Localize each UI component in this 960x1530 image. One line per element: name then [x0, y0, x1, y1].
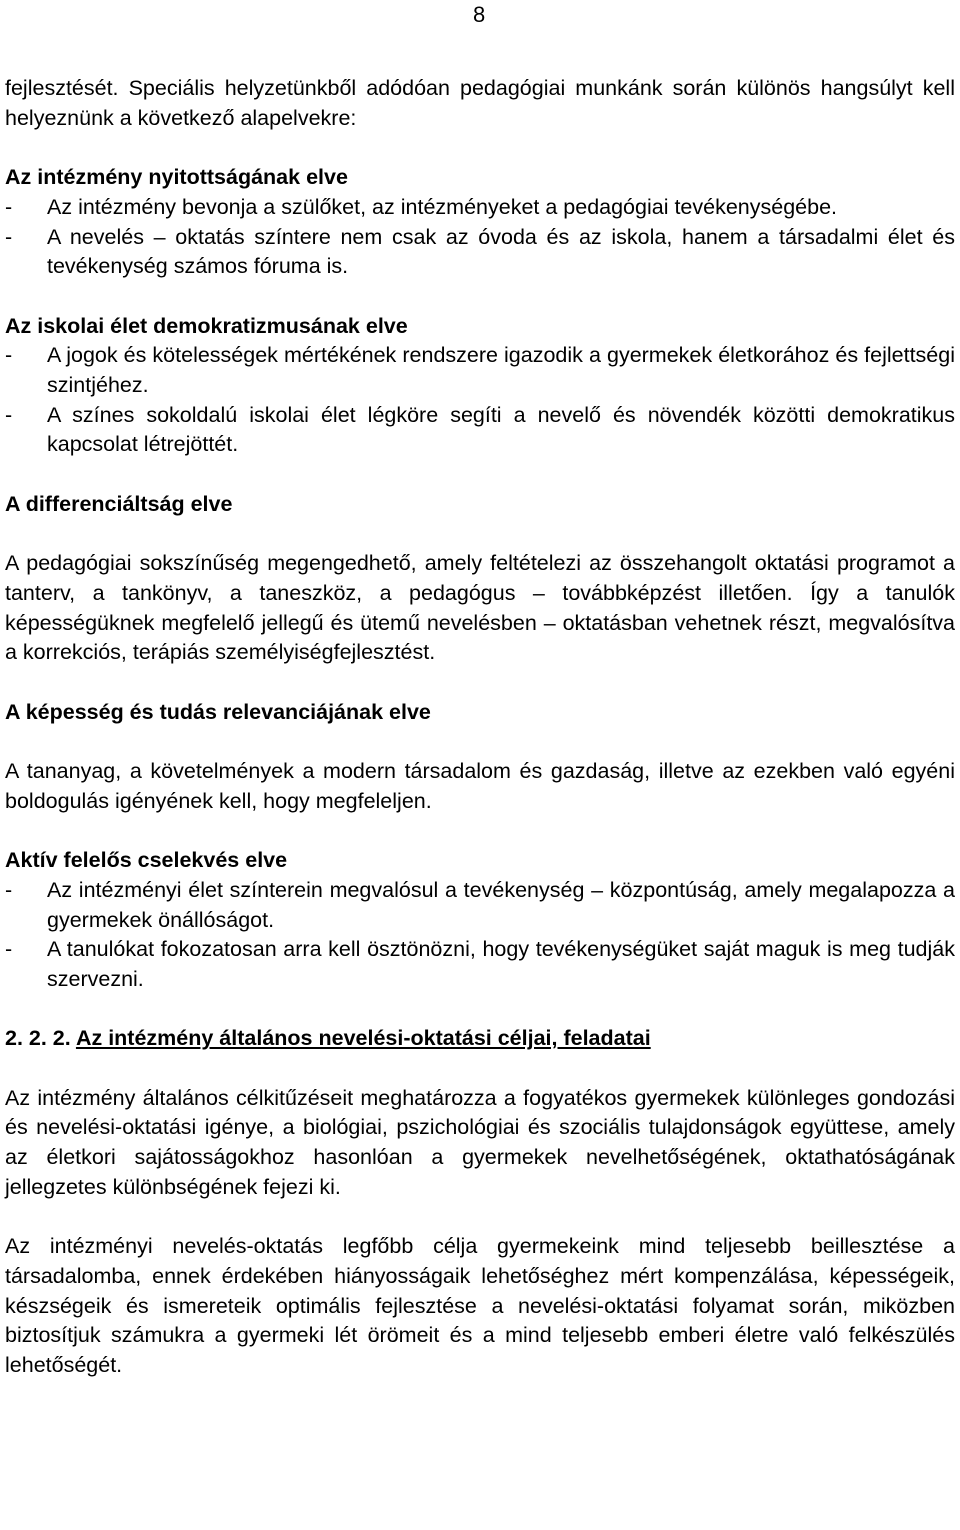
principle-heading: A képesség és tudás relevanciájának elve	[5, 699, 431, 724]
list-item	[5, 193, 955, 223]
principle-heading: Az iskolai élet demokratizmusának elve	[5, 313, 408, 338]
principle-list	[5, 341, 955, 460]
dash-bullet: -	[5, 224, 13, 249]
section-title: Az intézmény általános nevelési-oktatási céljai, feladatai	[75, 1026, 651, 1051]
list-item-text: A színes sokoldalú iskolai élet légköre segíti a nevelő és növendék közötti demokratikus kapcsolat létrejöttét.	[47, 402, 955, 457]
dash-bullet: -	[5, 937, 13, 962]
section-heading	[5, 1024, 955, 1054]
list-item-text: A tanulókat fokozatosan arra kell ösztönözni, hogy tevékenységüket saját maguk is meg tudják szervezni.	[47, 937, 955, 991]
principle-list	[5, 876, 955, 995]
principle-heading: Aktív felelős cselekvés elve	[5, 848, 288, 873]
principle-heading: Az intézmény nyitottságának elve	[5, 165, 348, 190]
dash-bullet: -	[5, 343, 13, 368]
principle-list	[5, 193, 955, 282]
list-item	[5, 223, 955, 282]
dash-bullet: -	[5, 877, 13, 902]
section-number: 2. 2. 2.	[5, 1026, 71, 1051]
principle-paragraph: A pedagógiai sokszínűség megengedhető, amely feltételezi az összehangolt oktatási programot a tanterv, a tankönyv, a taneszköz, a pedagógus – továbbképzést illetően. Így a tanulók képességüknek megfelelő jellegű és ütemű nevelésben – oktatásban vehetnek részt, megvalósítva a korrekciós, terápiás személyiségfejlesztést.	[5, 551, 955, 665]
list-item-text: A jogok és kötelességek mértékének rendszere igazodik a gyermekek életkorához és fejlettségi szintjéhez.	[47, 343, 955, 397]
list-item	[5, 341, 955, 400]
section-paragraph: Az intézmény általános célkitűzéseit meghatározza a fogyatékos gyermekek különleges gondozási és nevelési-oktatási igénye, a biológiai, pszichológiai és szociális tulajdonságok együttese, amely az életkori sajátosságokhoz hasonlóan a gyermekek nevelhetőségének, oktathatóságának jellegzetes különbségének fejezi ki.	[5, 1085, 955, 1199]
dash-bullet: -	[5, 402, 13, 427]
principle-paragraph: A tananyag, a követelmények a modern társadalom és gazdaság, illetve az ezekben való egyéni boldogulás igényének kell, hogy megfeleljen.	[5, 759, 955, 813]
section-paragraph: Az intézményi nevelés-oktatás legfőbb célja gyermekeink mind teljesebb beillesztése a társadalomba, ennek érdekében hiányosságaik lehetőséghez mért kompenzálása, képességeik, készségeik és ismereteik optimális fejlesztése a nevelési-oktatási folyamat során, miközben biztosítjuk számukra a gyermeki lét örömeit és a mind teljesebb emberi életre való felkészülés lehetőségét.	[5, 1234, 955, 1378]
page-number: 8	[473, 2, 486, 27]
list-item	[5, 401, 955, 460]
principle-heading: A differenciáltság elve	[5, 491, 233, 516]
intro-paragraph: fejlesztését. Speciális helyzetünkből adódóan pedagógiai munkánk során különös hangsúlyt kell helyeznünk a következő alapelvekre:	[5, 76, 955, 130]
list-item	[5, 876, 955, 935]
list-item-text: A nevelés – oktatás színtere nem csak az óvoda és az iskola, hanem a társadalmi élet és tevékenység számos fóruma is.	[47, 224, 955, 279]
document-body	[5, 74, 955, 1381]
dash-bullet: -	[5, 194, 13, 219]
list-item-text: Az intézmény bevonja a szülőket, az intézményeket a pedagógiai tevékenységébe.	[47, 194, 838, 219]
list-item	[5, 935, 955, 994]
list-item-text: Az intézményi élet színterein megvalósul a tevékenység – központúság, amely megalapozza a gyermekek önállóságot.	[47, 877, 955, 932]
